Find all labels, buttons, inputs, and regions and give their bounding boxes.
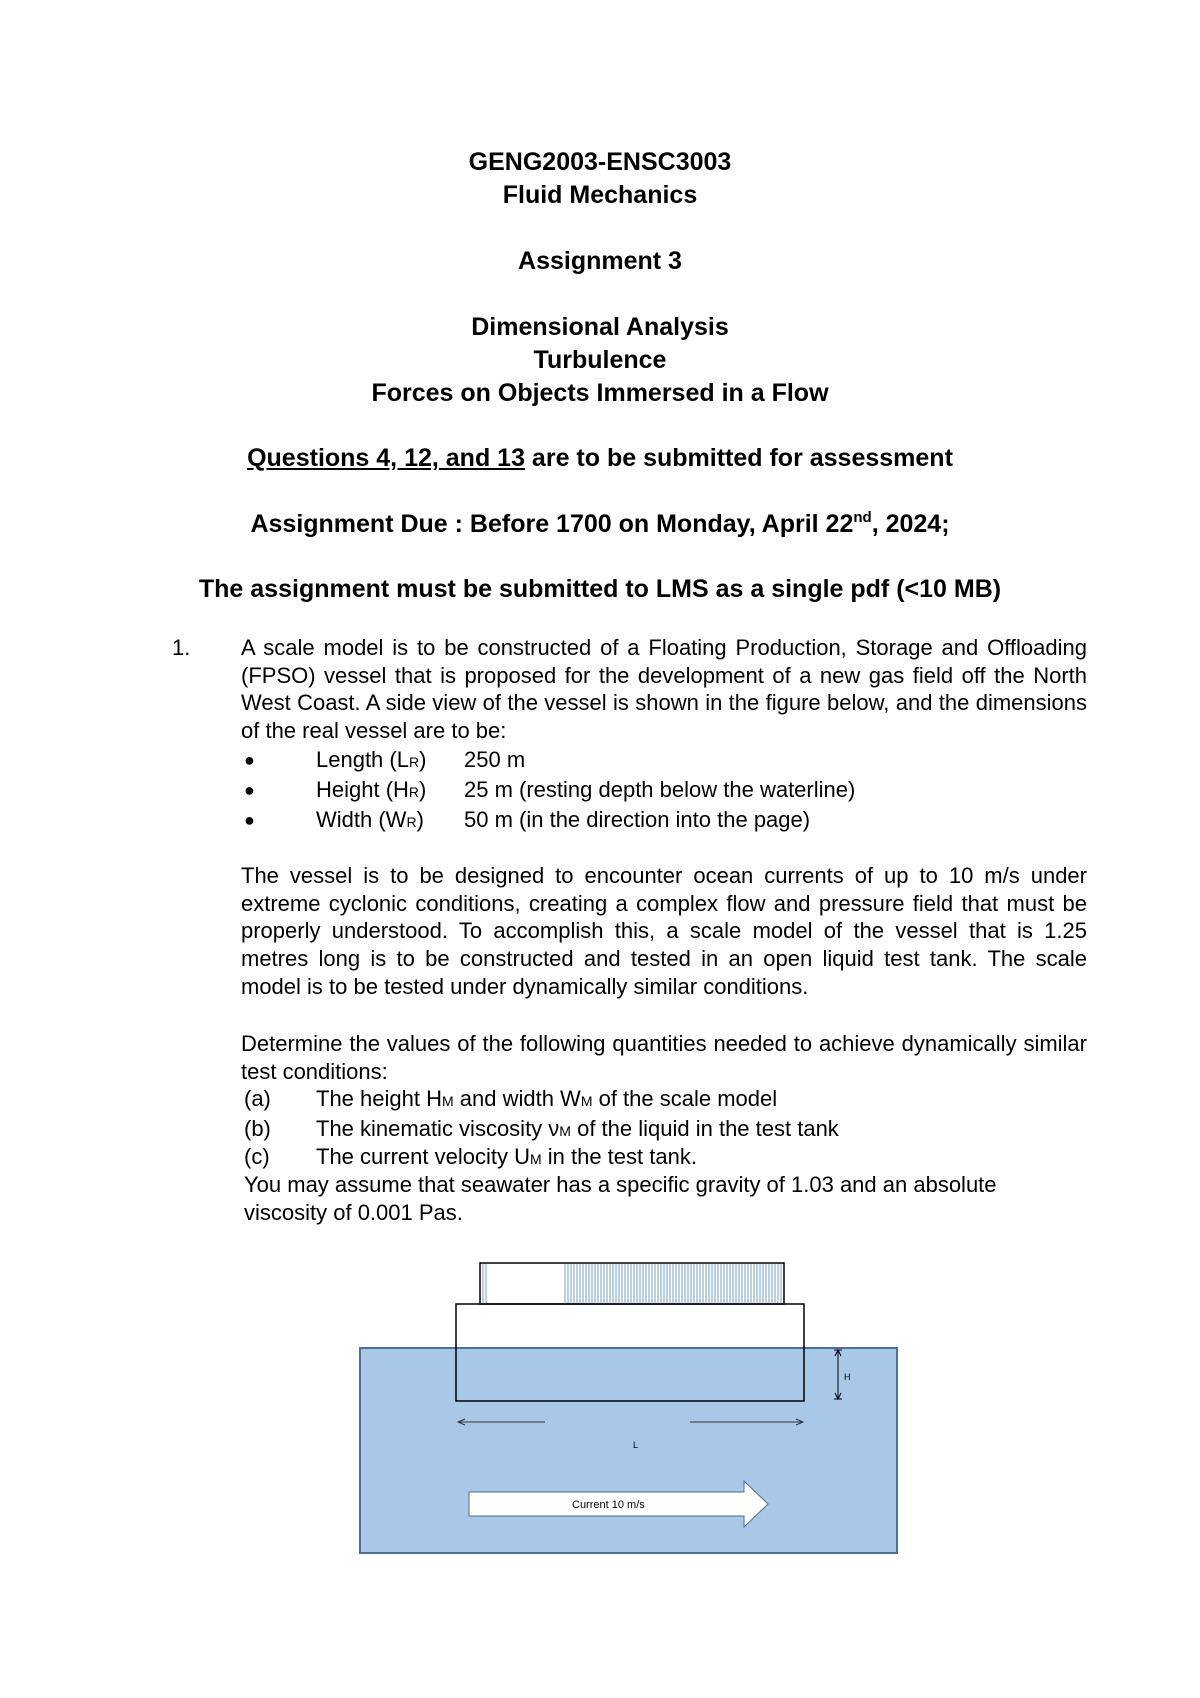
part-label: (a) [244, 1086, 271, 1111]
vessel-deckhouse [480, 1263, 784, 1304]
topic-forces: Forces on Objects Immersed in a Flow [371, 379, 829, 407]
bullet-icon: ● [244, 810, 255, 830]
due-suffix: , 2024; [871, 510, 950, 538]
paragraph-determine: Determine the values of the following quantities needed to achieve dynamically similar test conditions: [241, 1031, 1087, 1084]
bullet-icon: ● [244, 780, 255, 800]
current-label: Current 10 m/s [572, 1499, 645, 1511]
submit-note: The assignment must be submitted to LMS as a single pdf (<10 MB) [198, 575, 1002, 603]
deck-stripes [483, 1264, 781, 1303]
assignment-title: Assignment 3 [518, 247, 682, 275]
paragraph-currents: The vessel is to be designed to encounter ocean currents of up to 10 m/s under extreme cyclonic conditions, creating a complex flow and pressure field that must be properly understood. To accomplish this, a scale model of the vessel that is 1.25 metres long is to be constructed and tested in an open liquid test tank. The scale model is to be tested under dynamically similar conditions. [241, 863, 1087, 999]
dimension-value: 25 m (resting depth below the waterline) [464, 777, 856, 802]
dimension-label: Width (WR) [316, 807, 424, 832]
part-text: The current velocity UM in the test tank. [316, 1144, 697, 1169]
topic-dimensional-analysis: Dimensional Analysis [471, 313, 729, 341]
label-h: H [844, 1372, 851, 1382]
part-label: (b) [244, 1116, 271, 1141]
question-number: 1. [172, 635, 191, 660]
due-prefix: Assignment Due : Before 1700 on Monday, April 22 [250, 510, 854, 538]
bullet-icon: ● [244, 750, 255, 770]
assumption-line-2: viscosity of 0.001 Pas. [244, 1200, 463, 1225]
submission-rest: are to be submitted for assessment [524, 444, 953, 472]
label-l: L [633, 1440, 639, 1450]
dimension-label: Length (LR) [316, 747, 427, 772]
course-code: GENG2003-ENSC3003 [468, 148, 732, 176]
part-text: The kinematic viscosity νM of the liquid in the test tank [316, 1116, 839, 1141]
dimension-value: 250 m [464, 747, 526, 772]
assumption-line-1: You may assume that seawater has a specific gravity of 1.03 and an absolute [244, 1172, 997, 1197]
water-tank [360, 1348, 897, 1553]
dimension-value: 50 m (in the direction into the page) [464, 807, 811, 832]
submission-questions: Questions 4, 12, and 13 [247, 444, 525, 472]
due-sup: nd [853, 509, 872, 526]
topic-turbulence: Turbulence [533, 346, 667, 374]
part-text: The height HM and width WM of the scale model [316, 1086, 778, 1111]
question-intro: A scale model is to be constructed of a Floating Production, Storage and Offloading (FPSO) vessel that is proposed for the development of a new gas field off the North West Coast. A side view of the vessel is shown in the figure below, and the dimensions of the real vessel are to be: [241, 635, 1087, 744]
dimension-label: Height (HR) [316, 777, 427, 802]
part-label: (c) [244, 1144, 270, 1169]
course-title: Fluid Mechanics [502, 181, 698, 209]
